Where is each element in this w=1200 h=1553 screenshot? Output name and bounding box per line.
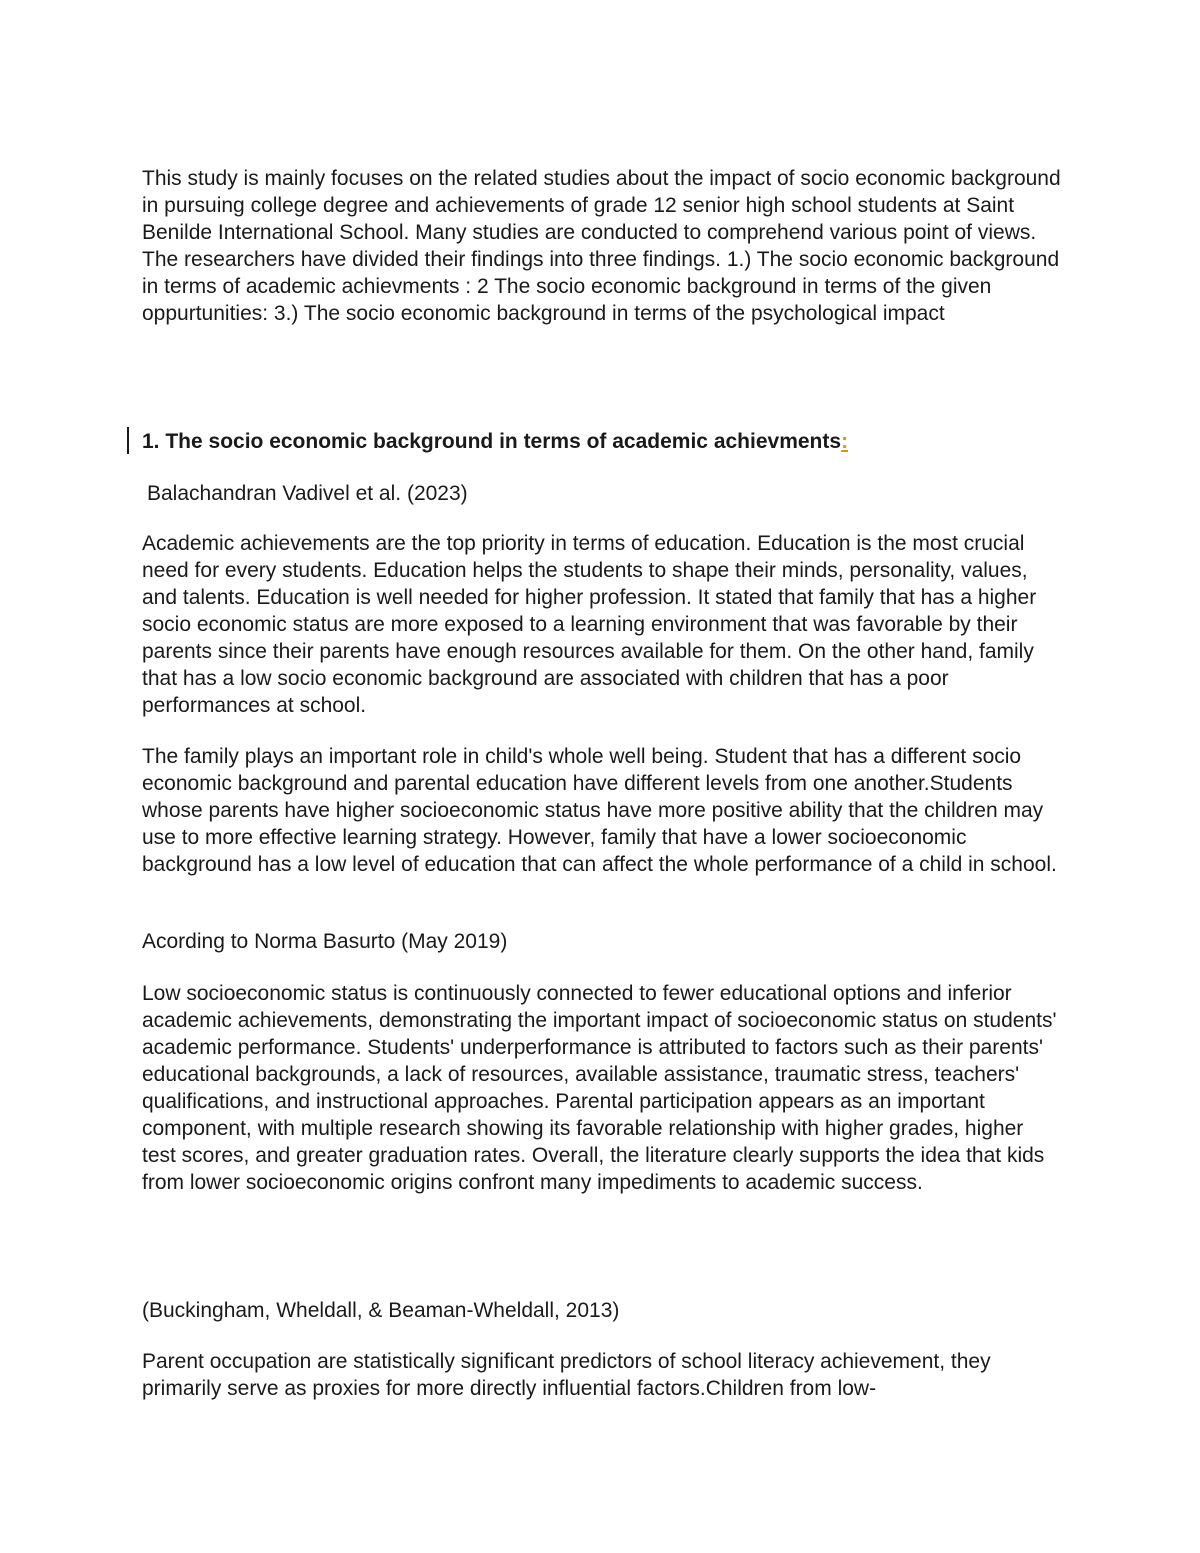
body-paragraph-1: Academic achievements are the top priority in terms of education. Education is the most crucial need for every students. Education helps the students to shape their minds, personality, values, and talents. Education is well needed for higher profession. It stated that family that has a higher socio economic status are more exposed to a learning environment that was favorable by their parents since their parents have enough resources available for them. On the other hand, family that has a low socio economic background are associated with children that has a poor performances at school. <box>142 532 1037 717</box>
text-cursor <box>127 427 129 454</box>
body-paragraph-2: The family plays an important role in child's whole well being. Student that has a different socio economic background and parental education have different levels from one another.Students whose parents have higher socioeconomic status have more positive ability that the children may use to more effective learning strategy. However, family that have a lower socioeconomic background has a low level of education that can affect the whole performance of a child in school. <box>142 745 1057 876</box>
body-paragraph-3: Low socioeconomic status is continuously connected to fewer educational options and inferior academic achievements, demonstrating the important impact of socioeconomic status on students' academic performance. Students' underperformance is attributed to factors such as their parents' educational backgrounds, a lack of resources, available assistance, traumatic stress, teachers' qualifications, and instructional approaches. Parental participation appears as an important component, with multiple research showing its favorable relationship with higher grades, higher test scores, and greater graduation rates. Overall, the literature clearly supports the idea that kids from lower socioeconomic origins confront many impediments to academic success. <box>142 982 1057 1194</box>
author-citation-3: (Buckingham, Wheldall, & Beaman-Wheldall, 2013) <box>142 1299 620 1322</box>
author-citation-1: Balachandran Vadivel et al. (2023) <box>147 482 468 505</box>
body-paragraph-4: Parent occupation are statistically significant predictors of school literacy achievement, they primarily serve as proxies for more directly influential factors.Children from low- <box>142 1350 991 1400</box>
author-citation-2: Acording to Norma Basurto (May 2019) <box>142 930 508 953</box>
section-heading-text: 1. The socio economic background in terms of academic achievments <box>142 430 842 453</box>
intro-paragraph: This study is mainly focuses on the related studies about the impact of socio economic background in pursuing college degree and achievements of grade 12 senior high school students at Saint Benilde International School. Many studies are conducted to comprehend various point of views. The researchers have divided their findings into three findings. 1.) The socio economic background in terms of academic achievments : 2 The socio economic background in terms of the given oppurtunities: 3.) The socio economic background in terms of the psychological impact <box>142 167 1061 325</box>
section-heading <box>142 428 1062 455</box>
section-heading-colon: : <box>841 430 849 453</box>
